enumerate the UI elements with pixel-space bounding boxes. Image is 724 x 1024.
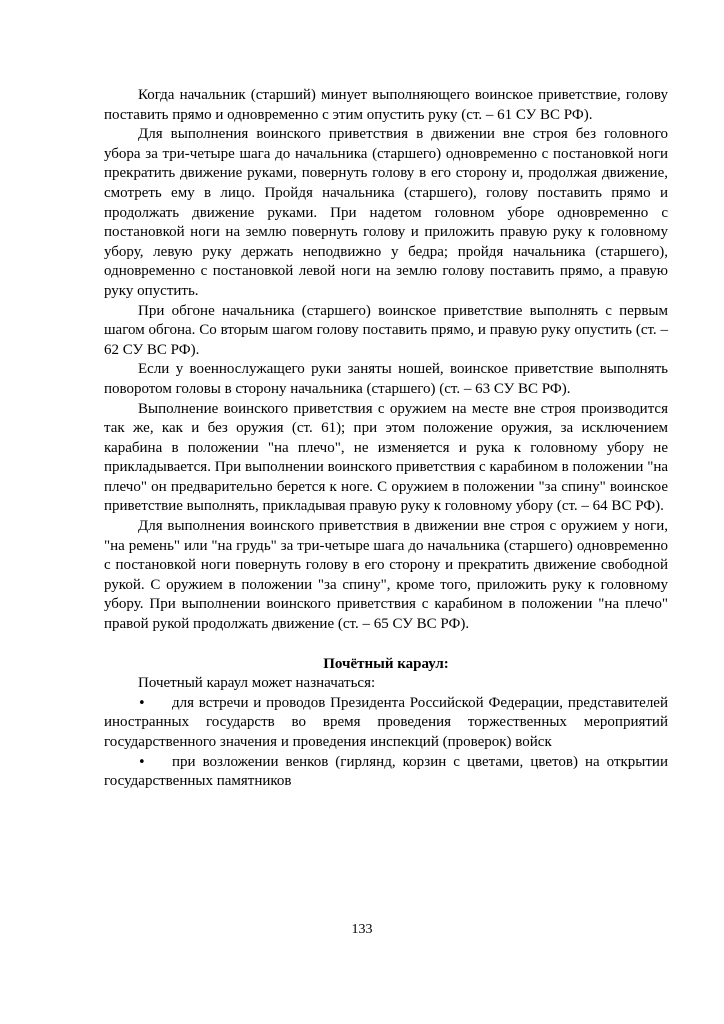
list-item-text: для встречи и проводов Президента Российской Федерации, представителей иностранных государств во время проведения торжественных мероприятий государственного значения и проведения инспекций (проверок) войск bbox=[104, 694, 668, 750]
list-intro: Почетный караул может назначаться: bbox=[138, 675, 376, 692]
page-number: 133 bbox=[351, 922, 373, 938]
paragraph-1: Когда начальник (старший) минует выполняющего воинское приветствие, голову поставить прямо и одновременно с этим опустить руку (ст. – 61 СУ ВС РФ). bbox=[104, 87, 668, 123]
paragraph-5: Выполнение воинского приветствия с оружием на месте вне строя производится так же, как и без оружия (ст. 61); при этом положение оружия, за исключением карабина в положении "на плечо", не изменяется и рука к головному убору не прикладывается. При выполнении воинского приветствия с карабином в положении "на плечо" он предварительно берется к ноге. С оружием в положении "за спину" воинское приветствие выполнять, прикладывая правую руку к головному убору (ст. – 64 ВС РФ). bbox=[104, 400, 668, 515]
section-heading: Почётный караул: bbox=[323, 655, 449, 672]
paragraph-2: Для выполнения воинского приветствия в движении вне строя без головного убора за три-четыре шага до начальника (старшего) одновременно с постановкой ноги прекратить движение руками, повернуть голову в его сторону и, продолжая движение, смотреть ему в лицо. Пройдя начальника (старшего), голову поставить прямо и продолжать движение руками. При надетом головном уборе одновременно с постановкой ноги на землю повернуть голову и приложить правую руку к головному убору, левую руку держать неподвижно у бедра; пройдя начальника (старшего), одновременно с постановкой левой ноги на землю голову поставить прямо, а правую руку опустить. bbox=[104, 126, 668, 299]
list-item-text: при возложении венков (гирлянд, корзин с цветами, цветов) на открытии государственных памятников bbox=[104, 753, 668, 790]
paragraph-6: Для выполнения воинского приветствия в движении вне строя с оружием у ноги, "на ремень" или "на грудь" за три-четыре шага до начальника (старшего) одновременно с постановкой ноги повернуть голову в его сторону и прекратить движение свободной рукой. С оружием в положении "за спину", кроме того, приложить руку к головному убору. При выполнении воинского приветствия с карабином в положении "на плечо" правой рукой продолжать движение (ст. – 65 СУ ВС РФ). bbox=[104, 518, 668, 633]
bullet-icon: • bbox=[138, 754, 146, 770]
bullet-icon: • bbox=[138, 695, 146, 711]
list-item-2 bbox=[104, 753, 668, 792]
paragraph-4: Если у военнослужащего руки заняты ношей, воинское приветствие выполнять поворотом головы в сторону начальника (старшего) (ст. – 63 СУ ВС РФ). bbox=[104, 361, 668, 397]
paragraph-3: При обгоне начальника (старшего) воинское приветствие выполнять с первым шагом обгона. Со вторым шагом голову поставить прямо, и правую руку опустить (ст. – 62 СУ ВС РФ). bbox=[104, 302, 668, 358]
text-block bbox=[104, 86, 668, 792]
list-item-1 bbox=[104, 694, 668, 753]
